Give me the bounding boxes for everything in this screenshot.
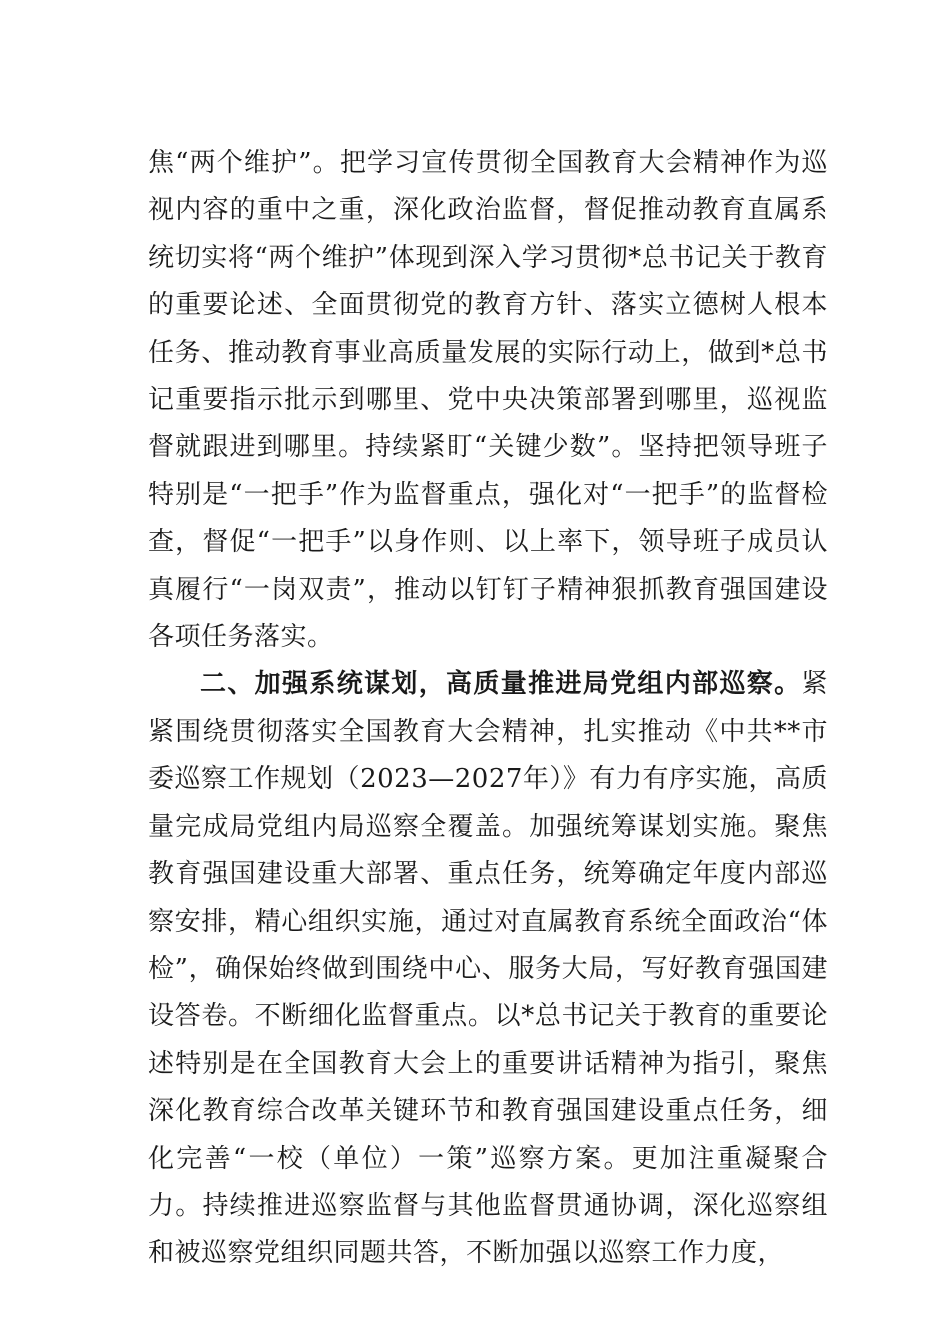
paragraph-2	[148, 661, 828, 1277]
section-heading: 二、加强系统谋划，高质量推进局党组内部巡察。	[200, 669, 802, 700]
document-body	[148, 140, 828, 1278]
paragraph-2-body: 紧紧围绕贯彻落实全国教育大会精神，扎实推动《中共**市委巡察工作规划（2023—2027年）》有力有序实施，高质量完成局党组内局巡察全覆盖。加强统筹谋划实施。聚焦教育强国建设重大部署、重点任务，统筹确定年度内部巡察安排，精心组织实施，通过对直属教育系统全面政治“体检”，确保始终做到围绕中心、服务大局，写好教育强国建设答卷。不断细化监督重点。以*总书记关于教育的重要论述特别是在全国教育大会上的重要讲话精神为指引，聚焦深化教育综合改革关键环节和教育强国建设重点任务，细化完善“一校（单位）一策”巡察方案。更加注重凝聚合力。持续推进巡察监督与其他监督贯通协调，深化巡察组和被巡察党组织同题共答，不断加强以巡察工作力度，	[148, 669, 828, 1269]
paragraph-1: 焦“两个维护”。把学习宣传贯彻全国教育大会精神作为巡视内容的重中之重，深化政治监督，督促推动教育直属系统切实将“两个维护”体现到深入学习贯彻*总书记关于教育的重要论述、全面贯彻党的教育方针、落实立德树人根本任务、推动教育事业高质量发展的实际行动上，做到*总书记重要指示批示到哪里、党中央决策部署到哪里，巡视监督就跟进到哪里。持续紧盯“关键少数”。坚持把领导班子特别是“一把手”作为监督重点，强化对“一把手”的监督检查，督促“一把手”以身作则、以上率下，领导班子成员认真履行“一岗双责”，推动以钉钉子精神狠抓教育强国建设各项任务落实。	[148, 148, 828, 653]
